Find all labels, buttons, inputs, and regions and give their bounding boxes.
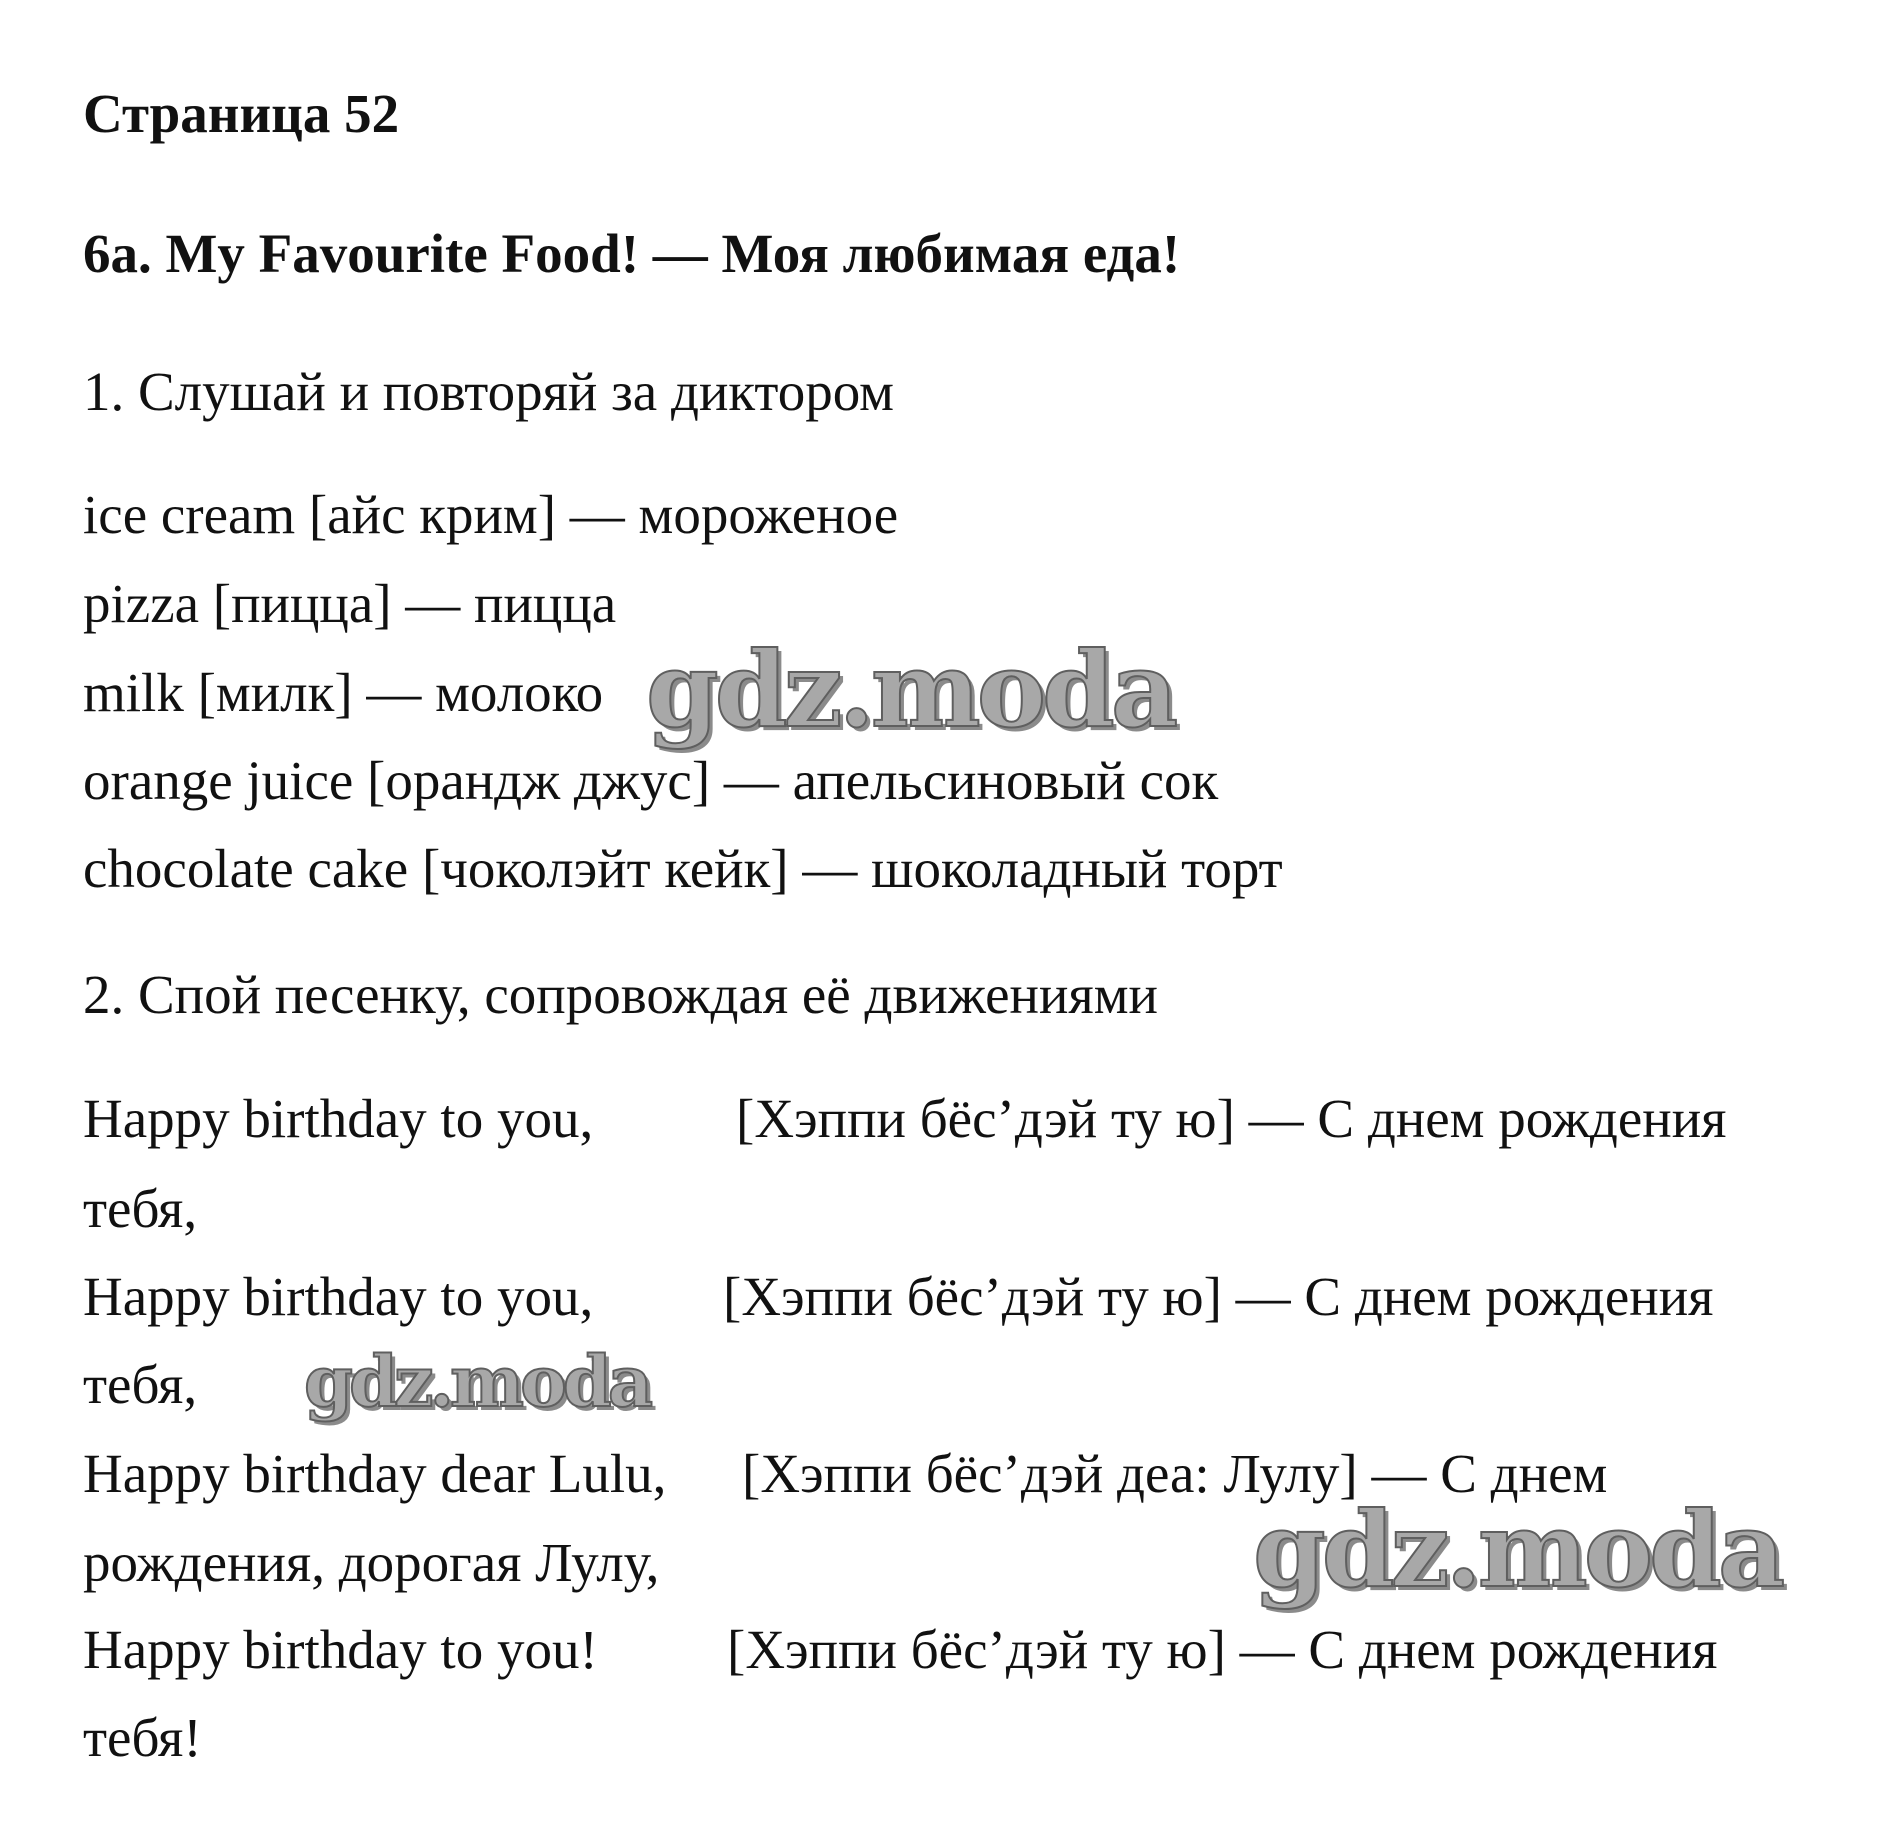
song-line-continuation: тебя! (83, 1707, 202, 1768)
page-title: Страница 52 (83, 83, 400, 144)
watermark: gdz.moda (304, 1340, 650, 1423)
song-line-en: Happy birthday to you! (83, 1619, 598, 1680)
song-line-en: Happy birthday to you, (83, 1266, 594, 1327)
task-2-title: 2. Спой песенку, сопровождая её движениями (83, 964, 1158, 1025)
song-line-en: Happy birthday dear Lulu, (83, 1443, 667, 1504)
lesson-heading: 6a. My Favourite Food! — Моя любимая еда! (83, 223, 1181, 284)
vocab-item: chocolate cake [чоколэйт кейк] — шоколадный торт (83, 838, 1283, 899)
song-line-translation: [Хэппи бёс’дэй ту ю] — С днем рождения (723, 1266, 1714, 1327)
watermark: gdz.moda (1253, 1488, 1782, 1611)
vocab-item: pizza [пицца] — пицца (83, 573, 617, 634)
task-1-title: 1. Слушай и повторяй за диктором (83, 361, 894, 422)
vocab-item: milk [милк] — молоко (83, 662, 604, 723)
song-line-translation: [Хэппи бёс’дэй ту ю] — С днем рождения (736, 1088, 1727, 1149)
song-line-continuation: рождения, дорогая Лулу, (83, 1532, 660, 1593)
song-line-continuation: тебя, (83, 1178, 198, 1239)
vocab-item: ice cream [айс крим] — мороженое (83, 484, 899, 545)
song-line-en: Happy birthday to you, (83, 1088, 594, 1149)
song-line-translation: [Хэппи бёс’дэй ту ю] — С днем рождения (727, 1619, 1718, 1680)
watermark: gdz.moda (646, 628, 1175, 751)
vocab-item: orange juice [орандж джус] — апельсиновый сок (83, 750, 1219, 811)
song-line-continuation: тебя, (83, 1354, 198, 1415)
song-line-translation: [Хэппи бёс’дэй деа: Лулу] — С днем (742, 1443, 1608, 1504)
